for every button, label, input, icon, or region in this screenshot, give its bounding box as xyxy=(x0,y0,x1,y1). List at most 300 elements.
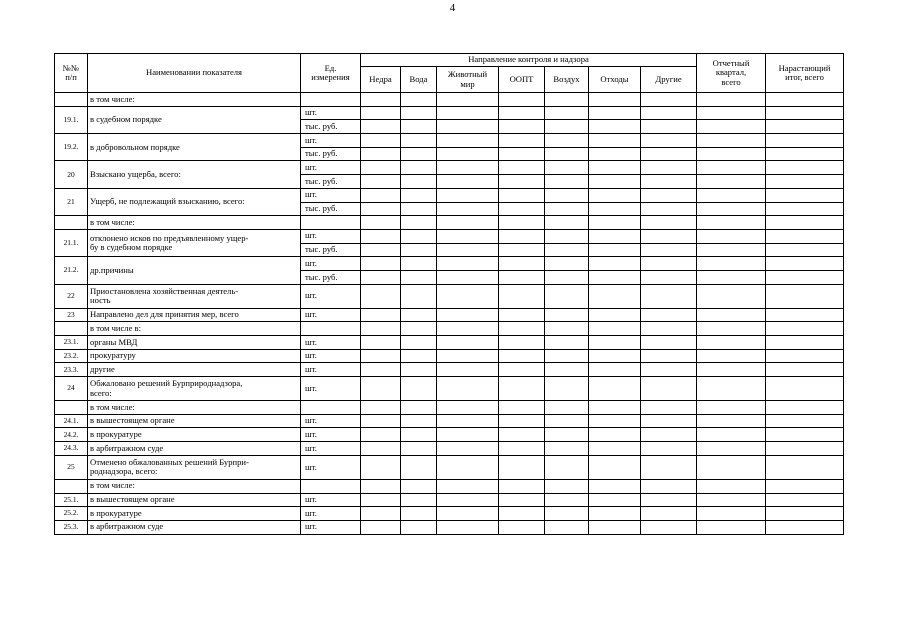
value-cell xyxy=(545,257,589,271)
row-name: отклонено исков по предъявленному ущер- бу в судебном порядке xyxy=(88,229,301,256)
value-cell xyxy=(766,147,844,161)
value-cell xyxy=(499,401,545,415)
value-cell xyxy=(499,257,545,271)
value-cell xyxy=(766,455,844,479)
value-cell xyxy=(589,270,641,284)
header-col-drugie: Другие xyxy=(641,67,697,93)
row-name: в том числе: xyxy=(88,216,301,230)
value-cell xyxy=(437,106,499,120)
value-cell xyxy=(589,322,641,336)
table-row xyxy=(55,455,844,479)
page-number: 4 xyxy=(449,2,456,14)
value-cell xyxy=(589,455,641,479)
value-cell xyxy=(641,202,697,216)
row-number: 25.2. xyxy=(55,507,88,521)
value-cell xyxy=(361,507,401,521)
value-cell xyxy=(589,93,641,107)
row-number xyxy=(55,216,88,230)
value-cell xyxy=(697,414,766,428)
row-number: 19.1. xyxy=(55,106,88,133)
value-cell xyxy=(361,161,401,175)
header-col-oopt: ООПТ xyxy=(499,67,545,93)
value-cell xyxy=(766,377,844,401)
value-cell xyxy=(499,284,545,308)
table-row xyxy=(55,93,844,107)
value-cell xyxy=(766,493,844,507)
row-name: Взыскано ущерба, всего: xyxy=(88,161,301,188)
value-cell xyxy=(641,377,697,401)
value-cell xyxy=(361,455,401,479)
value-cell xyxy=(589,257,641,271)
table-row xyxy=(55,134,844,148)
value-cell xyxy=(589,363,641,377)
value-cell xyxy=(401,257,437,271)
value-cell xyxy=(766,175,844,189)
value-cell xyxy=(766,336,844,350)
table-row xyxy=(55,442,844,456)
header-col-vozdukh: Воздух xyxy=(545,67,589,93)
value-cell xyxy=(641,257,697,271)
value-cell xyxy=(499,507,545,521)
unit-cell xyxy=(301,93,361,107)
value-cell xyxy=(401,349,437,363)
row-name: Ущерб, не подлежащий взысканию, всего: xyxy=(88,188,301,215)
table-row xyxy=(55,284,844,308)
value-cell xyxy=(437,120,499,134)
value-cell xyxy=(499,479,545,493)
value-cell xyxy=(437,493,499,507)
value-cell xyxy=(589,188,641,202)
value-cell xyxy=(697,336,766,350)
value-cell xyxy=(766,134,844,148)
value-cell xyxy=(401,93,437,107)
header-quarter: Отчетный квартал, всего xyxy=(697,54,766,93)
value-cell xyxy=(697,349,766,363)
value-cell xyxy=(589,120,641,134)
row-number xyxy=(55,401,88,415)
row-name: в том числе: xyxy=(88,93,301,107)
value-cell xyxy=(361,428,401,442)
value-cell xyxy=(361,175,401,189)
unit-cell: шт. xyxy=(301,442,361,456)
value-cell xyxy=(401,229,437,243)
unit-cell: шт. xyxy=(301,188,361,202)
value-cell xyxy=(361,93,401,107)
value-cell xyxy=(697,401,766,415)
unit-cell: шт. xyxy=(301,493,361,507)
value-cell xyxy=(697,93,766,107)
value-cell xyxy=(361,257,401,271)
header-col-voda: Вода xyxy=(401,67,437,93)
value-cell xyxy=(697,284,766,308)
row-name: в вышестоящем органе xyxy=(88,414,301,428)
value-cell xyxy=(361,270,401,284)
row-number: 21.2. xyxy=(55,257,88,284)
row-name: в прокуратуре xyxy=(88,507,301,521)
value-cell xyxy=(499,308,545,322)
value-cell xyxy=(401,414,437,428)
value-cell xyxy=(545,363,589,377)
value-cell xyxy=(589,428,641,442)
value-cell xyxy=(641,243,697,257)
value-cell xyxy=(589,414,641,428)
unit-cell: шт. xyxy=(301,363,361,377)
value-cell xyxy=(499,161,545,175)
row-name: органы МВД xyxy=(88,336,301,350)
value-cell xyxy=(641,428,697,442)
value-cell xyxy=(401,493,437,507)
table-row xyxy=(55,106,844,120)
value-cell xyxy=(401,428,437,442)
value-cell xyxy=(641,442,697,456)
value-cell xyxy=(499,147,545,161)
value-cell xyxy=(437,349,499,363)
value-cell xyxy=(545,188,589,202)
unit-cell: шт. xyxy=(301,308,361,322)
value-cell xyxy=(589,106,641,120)
value-cell xyxy=(401,442,437,456)
value-cell xyxy=(545,455,589,479)
value-cell xyxy=(589,175,641,189)
value-cell xyxy=(641,336,697,350)
unit-cell: шт. xyxy=(301,520,361,534)
value-cell xyxy=(697,106,766,120)
value-cell xyxy=(641,188,697,202)
value-cell xyxy=(641,520,697,534)
value-cell xyxy=(545,493,589,507)
value-cell xyxy=(641,493,697,507)
unit-cell: тыс. руб. xyxy=(301,120,361,134)
value-cell xyxy=(589,216,641,230)
row-name: в арбитражном суде xyxy=(88,520,301,534)
table-row xyxy=(55,363,844,377)
value-cell xyxy=(437,284,499,308)
value-cell xyxy=(589,161,641,175)
value-cell xyxy=(766,349,844,363)
table-row xyxy=(55,349,844,363)
value-cell xyxy=(499,243,545,257)
row-name: в судебном порядке xyxy=(88,106,301,133)
value-cell xyxy=(401,507,437,521)
row-number: 20 xyxy=(55,161,88,188)
row-name: в вышестоящем органе xyxy=(88,493,301,507)
value-cell xyxy=(401,161,437,175)
unit-cell: шт. xyxy=(301,106,361,120)
value-cell xyxy=(545,428,589,442)
value-cell xyxy=(499,377,545,401)
value-cell xyxy=(361,284,401,308)
value-cell xyxy=(499,106,545,120)
value-cell xyxy=(545,507,589,521)
value-cell xyxy=(401,106,437,120)
value-cell xyxy=(641,308,697,322)
value-cell xyxy=(545,377,589,401)
value-cell xyxy=(766,442,844,456)
header-col-zhivotny-mir: Животный мир xyxy=(437,67,499,93)
value-cell xyxy=(641,284,697,308)
value-cell xyxy=(437,134,499,148)
value-cell xyxy=(401,336,437,350)
value-cell xyxy=(697,455,766,479)
value-cell xyxy=(437,257,499,271)
value-cell xyxy=(545,336,589,350)
value-cell xyxy=(437,322,499,336)
value-cell xyxy=(697,175,766,189)
value-cell xyxy=(697,216,766,230)
value-cell xyxy=(641,414,697,428)
row-number xyxy=(55,93,88,107)
value-cell xyxy=(361,106,401,120)
value-cell xyxy=(697,520,766,534)
value-cell xyxy=(361,442,401,456)
value-cell xyxy=(401,147,437,161)
row-name: в том числе: xyxy=(88,479,301,493)
value-cell xyxy=(499,455,545,479)
value-cell xyxy=(641,507,697,521)
value-cell xyxy=(401,188,437,202)
value-cell xyxy=(697,507,766,521)
value-cell xyxy=(641,106,697,120)
value-cell xyxy=(361,188,401,202)
value-cell xyxy=(589,243,641,257)
value-cell xyxy=(401,322,437,336)
table-row xyxy=(55,322,844,336)
unit-cell: шт. xyxy=(301,284,361,308)
value-cell xyxy=(766,188,844,202)
value-cell xyxy=(361,414,401,428)
value-cell xyxy=(545,229,589,243)
table-row xyxy=(55,493,844,507)
value-cell xyxy=(545,147,589,161)
value-cell xyxy=(697,363,766,377)
value-cell xyxy=(361,134,401,148)
value-cell xyxy=(589,284,641,308)
value-cell xyxy=(401,120,437,134)
value-cell xyxy=(697,493,766,507)
value-cell xyxy=(766,363,844,377)
value-cell xyxy=(545,243,589,257)
value-cell xyxy=(437,401,499,415)
value-cell xyxy=(361,147,401,161)
value-cell xyxy=(766,479,844,493)
value-cell xyxy=(766,161,844,175)
row-name: в прокуратуре xyxy=(88,428,301,442)
value-cell xyxy=(437,229,499,243)
row-number: 25.3. xyxy=(55,520,88,534)
row-name: в том числе в: xyxy=(88,322,301,336)
row-number: 21 xyxy=(55,188,88,215)
value-cell xyxy=(545,349,589,363)
value-cell xyxy=(401,377,437,401)
table-row xyxy=(55,188,844,202)
row-number: 19.2. xyxy=(55,134,88,161)
value-cell xyxy=(401,202,437,216)
value-cell xyxy=(437,428,499,442)
value-cell xyxy=(361,308,401,322)
row-number: 25 xyxy=(55,455,88,479)
value-cell xyxy=(361,377,401,401)
value-cell xyxy=(401,216,437,230)
value-cell xyxy=(697,120,766,134)
value-cell xyxy=(401,520,437,534)
unit-cell: шт. xyxy=(301,414,361,428)
value-cell xyxy=(361,479,401,493)
value-cell xyxy=(499,322,545,336)
value-cell xyxy=(361,493,401,507)
value-cell xyxy=(437,202,499,216)
table-row xyxy=(55,308,844,322)
value-cell xyxy=(545,414,589,428)
table-row xyxy=(55,479,844,493)
value-cell xyxy=(499,493,545,507)
value-cell xyxy=(589,520,641,534)
value-cell xyxy=(697,188,766,202)
value-cell xyxy=(697,442,766,456)
value-cell xyxy=(766,270,844,284)
value-cell xyxy=(641,455,697,479)
header-col-otkhody: Отходы xyxy=(589,67,641,93)
value-cell xyxy=(499,202,545,216)
value-cell xyxy=(589,479,641,493)
value-cell xyxy=(641,134,697,148)
value-cell xyxy=(589,507,641,521)
value-cell xyxy=(361,243,401,257)
table-body xyxy=(55,93,844,535)
value-cell xyxy=(641,175,697,189)
value-cell xyxy=(499,363,545,377)
value-cell xyxy=(401,243,437,257)
value-cell xyxy=(766,93,844,107)
value-cell xyxy=(641,479,697,493)
value-cell xyxy=(499,134,545,148)
row-number: 22 xyxy=(55,284,88,308)
value-cell xyxy=(361,401,401,415)
table-row xyxy=(55,520,844,534)
table-row xyxy=(55,216,844,230)
unit-cell: шт. xyxy=(301,134,361,148)
unit-cell: шт. xyxy=(301,257,361,271)
value-cell xyxy=(697,270,766,284)
value-cell xyxy=(499,414,545,428)
row-number xyxy=(55,479,88,493)
value-cell xyxy=(697,134,766,148)
row-name: Направлено дел для принятия мер, всего xyxy=(88,308,301,322)
value-cell xyxy=(697,243,766,257)
value-cell xyxy=(641,161,697,175)
value-cell xyxy=(766,216,844,230)
value-cell xyxy=(766,520,844,534)
value-cell xyxy=(766,401,844,415)
value-cell xyxy=(401,455,437,479)
value-cell xyxy=(499,93,545,107)
value-cell xyxy=(437,93,499,107)
row-number: 24.2. xyxy=(55,428,88,442)
value-cell xyxy=(437,377,499,401)
table-row xyxy=(55,401,844,415)
value-cell xyxy=(766,229,844,243)
value-cell xyxy=(437,161,499,175)
value-cell xyxy=(766,308,844,322)
value-cell xyxy=(437,216,499,230)
row-number: 24 xyxy=(55,377,88,401)
value-cell xyxy=(641,349,697,363)
value-cell xyxy=(641,401,697,415)
value-cell xyxy=(437,336,499,350)
value-cell xyxy=(437,363,499,377)
value-cell xyxy=(545,93,589,107)
row-number: 24.1. xyxy=(55,414,88,428)
unit-cell: шт. xyxy=(301,455,361,479)
value-cell xyxy=(545,308,589,322)
value-cell xyxy=(499,349,545,363)
value-cell xyxy=(545,161,589,175)
header-name: Наименовании показателя xyxy=(88,54,301,93)
value-cell xyxy=(361,349,401,363)
value-cell xyxy=(437,414,499,428)
value-cell xyxy=(641,216,697,230)
value-cell xyxy=(589,442,641,456)
value-cell xyxy=(697,229,766,243)
row-number: 23.1. xyxy=(55,336,88,350)
value-cell xyxy=(697,308,766,322)
row-number: 25.1. xyxy=(55,493,88,507)
value-cell xyxy=(641,147,697,161)
value-cell xyxy=(545,106,589,120)
row-name: другие xyxy=(88,363,301,377)
value-cell xyxy=(545,216,589,230)
value-cell xyxy=(766,322,844,336)
value-cell xyxy=(641,120,697,134)
table-row xyxy=(55,377,844,401)
value-cell xyxy=(437,243,499,257)
value-cell xyxy=(589,336,641,350)
value-cell xyxy=(437,455,499,479)
header-num: №№ п/п xyxy=(55,54,88,93)
table-row xyxy=(55,414,844,428)
value-cell xyxy=(545,134,589,148)
value-cell xyxy=(361,322,401,336)
value-cell xyxy=(766,106,844,120)
table-row xyxy=(55,507,844,521)
table-row xyxy=(55,161,844,175)
unit-cell: тыс. руб. xyxy=(301,175,361,189)
value-cell xyxy=(499,229,545,243)
value-cell xyxy=(589,349,641,363)
value-cell xyxy=(401,363,437,377)
row-number: 23.2. xyxy=(55,349,88,363)
value-cell xyxy=(766,243,844,257)
unit-cell: шт. xyxy=(301,507,361,521)
value-cell xyxy=(697,479,766,493)
unit-cell xyxy=(301,401,361,415)
unit-cell: шт. xyxy=(301,229,361,243)
unit-cell xyxy=(301,322,361,336)
value-cell xyxy=(499,216,545,230)
value-cell xyxy=(545,284,589,308)
value-cell xyxy=(589,401,641,415)
value-cell xyxy=(545,175,589,189)
value-cell xyxy=(589,134,641,148)
value-cell xyxy=(499,270,545,284)
value-cell xyxy=(641,93,697,107)
value-cell xyxy=(589,147,641,161)
value-cell xyxy=(437,442,499,456)
value-cell xyxy=(766,507,844,521)
row-name: Отменено обжалованных решений Бурпри- роднадзора, всего: xyxy=(88,455,301,479)
value-cell xyxy=(499,175,545,189)
unit-cell xyxy=(301,479,361,493)
value-cell xyxy=(437,175,499,189)
